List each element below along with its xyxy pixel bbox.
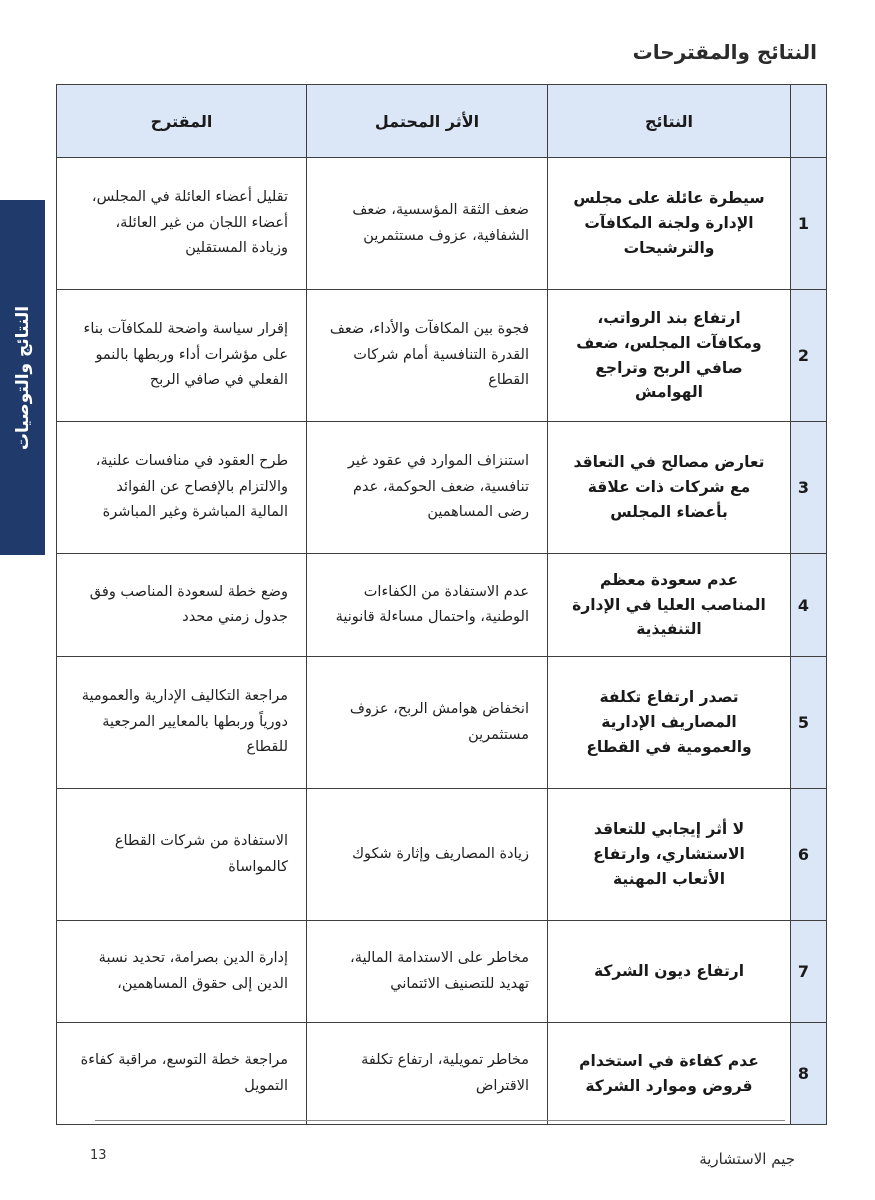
table-row — [57, 422, 827, 554]
row-result: تعارض مصالح في التعاقد مع شركات ذات علاقة بأعضاء المجلس — [548, 422, 791, 554]
row-impact: استنزاف الموارد في عقود غير تنافسية، ضعف الحوكمة، عدم رضى المساهمين — [307, 422, 548, 554]
row-result: سيطرة عائلة على مجلس الإدارة ولجنة المكافآت والترشيحات — [548, 158, 791, 290]
table-row — [57, 554, 827, 657]
footer-brand: جيم الاستشارية — [699, 1150, 795, 1168]
row-impact: ضعف الثقة المؤسسية، ضعف الشفافية، عزوف مستثمرين — [307, 158, 548, 290]
results-table — [56, 84, 827, 1125]
row-result: عدم سعودة معظم المناصب العليا في الإدارة التنفيذية — [548, 554, 791, 657]
table-row — [57, 290, 827, 422]
row-proposal: مراجعة خطة التوسع، مراقبة كفاءة التمويل — [57, 1023, 307, 1125]
row-result: تصدر ارتفاع تكلفة المصاريف الإدارية والعمومية في القطاع — [548, 657, 791, 789]
row-impact: مخاطر على الاستدامة المالية، تهديد للتصنيف الائتماني — [307, 921, 548, 1023]
header-proposal: المقترح — [57, 85, 307, 158]
header-impact: الأثر المحتمل — [307, 85, 548, 158]
row-result: ارتفاع بند الرواتب، ومكافآت المجلس، ضعف صافي الربح وتراجع الهوامش — [548, 290, 791, 422]
row-impact: مخاطر تمويلية، ارتفاع تكلفة الاقتراض — [307, 1023, 548, 1125]
row-proposal: الاستفادة من شركات القطاع كالمواساة — [57, 789, 307, 921]
table-row — [57, 921, 827, 1023]
row-impact: زيادة المصاريف وإثارة شكوك — [307, 789, 548, 921]
header-results: النتائج — [548, 85, 791, 158]
header-number — [791, 85, 827, 158]
row-proposal: تقليل أعضاء العائلة في المجلس، أعضاء اللجان من غير العائلة، وزيادة المستقلين — [57, 158, 307, 290]
row-number: 3 — [791, 422, 827, 554]
row-proposal: مراجعة التكاليف الإدارية والعمومية دورياً وربطها بالمعايير المرجعية للقطاع — [57, 657, 307, 789]
side-section-tab — [0, 200, 45, 555]
page-number: 13 — [90, 1148, 107, 1163]
row-impact: عدم الاستفادة من الكفاءات الوطنية، واحتمال مساءلة قانونية — [307, 554, 548, 657]
table-row — [57, 789, 827, 921]
row-proposal: طرح العقود في منافسات علنية، والالتزام بالإفصاح عن الفوائد المالية المباشرة وغير المباشرة — [57, 422, 307, 554]
table-row — [57, 1023, 827, 1125]
row-result: عدم كفاءة في استخدام قروض وموارد الشركة — [548, 1023, 791, 1125]
table-row — [57, 158, 827, 290]
footer-divider — [95, 1120, 785, 1121]
row-number: 4 — [791, 554, 827, 657]
row-number: 6 — [791, 789, 827, 921]
row-number: 8 — [791, 1023, 827, 1125]
row-number: 1 — [791, 158, 827, 290]
row-number: 7 — [791, 921, 827, 1023]
row-number: 2 — [791, 290, 827, 422]
table-row — [57, 657, 827, 789]
row-proposal: إقرار سياسة واضحة للمكافآت بناء على مؤشرات أداء وربطها بالنمو الفعلي في صافي الربح — [57, 290, 307, 422]
row-impact: فجوة بين المكافآت والأداء، ضعف القدرة التنافسية أمام شركات القطاع — [307, 290, 548, 422]
row-proposal: وضع خطة لسعودة المناصب وفق جدول زمني محدد — [57, 554, 307, 657]
row-number: 5 — [791, 657, 827, 789]
page-title: النتائج والمقترحات — [632, 40, 817, 64]
row-impact: انخفاض هوامش الربح، عزوف مستثمرين — [307, 657, 548, 789]
side-section-label: النتائج والتوصيات — [12, 305, 33, 450]
row-result: لا أثر إيجابي للتعاقد الاستشاري، وارتفاع الأتعاب المهنية — [548, 789, 791, 921]
row-proposal: إدارة الدين بصرامة، تحديد نسبة الدين إلى حقوق المساهمين، — [57, 921, 307, 1023]
table-header-row — [57, 85, 827, 158]
row-result: ارتفاع ديون الشركة — [548, 921, 791, 1023]
